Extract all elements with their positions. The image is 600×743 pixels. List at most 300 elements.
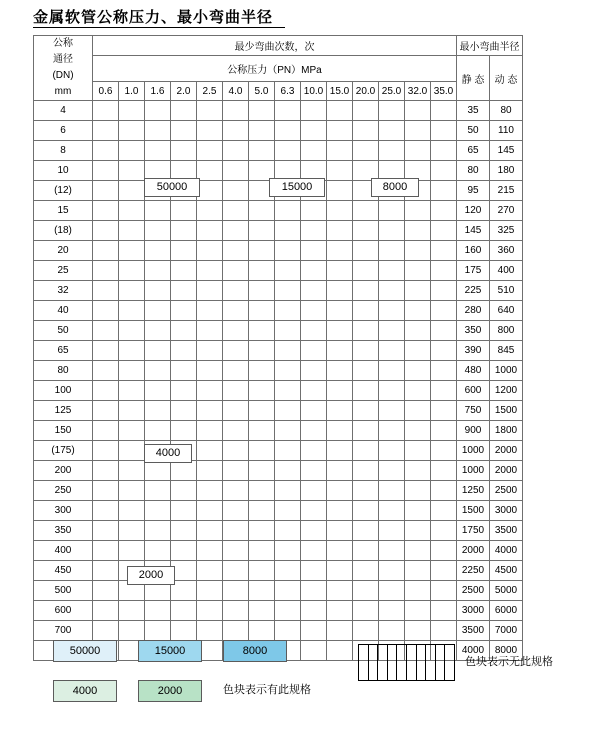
grid-cell [275,481,301,501]
grid-cell [93,161,119,181]
grid-cell [301,481,327,501]
dynamic-radius: 215 [490,181,523,201]
static-radius: 3500 [457,621,490,641]
table-row [34,341,523,361]
static-radius: 390 [457,341,490,361]
grid-cell [301,201,327,221]
grid-cell [145,361,171,381]
grid-cell [353,581,379,601]
grid-cell [197,541,223,561]
grid-cell [405,401,431,421]
grid-cell [405,441,431,461]
grid-cell [119,541,145,561]
grid-cell [145,301,171,321]
grid-cell [327,401,353,421]
grid-cell [223,121,249,141]
grid-cell [197,341,223,361]
grid-cell [379,281,405,301]
grid-cell [327,421,353,441]
dynamic-radius: 1200 [490,381,523,401]
grid-cell [379,481,405,501]
grid-cell [379,121,405,141]
grid-cell [145,121,171,141]
pressure-col-0.6: 0.6 [93,82,119,101]
grid-cell [275,461,301,481]
grid-cell [431,141,457,161]
grid-cell [197,121,223,141]
grid-cell [119,341,145,361]
table-row [34,541,523,561]
grid-cell [379,561,405,581]
grid-cell [353,241,379,261]
grid-cell [223,481,249,501]
dn-value: 350 [34,521,93,541]
grid-cell [171,281,197,301]
legend-swatch-2000: 2000 [138,680,202,702]
static-radius: 80 [457,161,490,181]
title-underline [33,27,285,28]
grid-cell [171,521,197,541]
grid-cell [353,541,379,561]
dn-value: 65 [34,341,93,361]
grid-cell [223,561,249,581]
dynamic-radius: 2000 [490,441,523,461]
dn-value: 4 [34,101,93,121]
grid-cell [197,281,223,301]
static-radius: 225 [457,281,490,301]
grid-cell [197,161,223,181]
grid-cell [353,281,379,301]
grid-cell [327,161,353,181]
grid-cell [197,201,223,221]
pressure-col-32.0: 32.0 [405,82,431,101]
grid-cell [223,361,249,381]
grid-cell [431,481,457,501]
static-radius: 2000 [457,541,490,561]
grid-cell [145,401,171,421]
dynamic-radius: 4500 [490,561,523,581]
grid-cell [249,141,275,161]
grid-cell [301,121,327,141]
dn-value: 500 [34,581,93,601]
grid-cell [301,361,327,381]
grid-cell [405,121,431,141]
grid-cell [119,141,145,161]
grid-cell [119,101,145,121]
grid-cell [275,241,301,261]
dn-value: 150 [34,421,93,441]
grid-cell [145,281,171,301]
grid-cell [93,541,119,561]
static-radius: 1000 [457,461,490,481]
dynamic-radius: 1000 [490,361,523,381]
static-radius: 480 [457,361,490,381]
dn-value: 700 [34,621,93,641]
grid-cell [93,141,119,161]
grid-cell [197,221,223,241]
grid-cell [93,341,119,361]
grid-cell [327,221,353,241]
grid-cell [301,321,327,341]
grid-cell [145,321,171,341]
grid-cell [249,601,275,621]
grid-cell [119,201,145,221]
grid-cell [301,561,327,581]
static-radius: 1500 [457,501,490,521]
grid-cell [379,141,405,161]
grid-cell [379,321,405,341]
grid-cell [431,281,457,301]
grid-cell [431,361,457,381]
grid-cell [405,561,431,581]
grid-cell [171,221,197,241]
grid-cell [431,161,457,181]
grid-cell [223,541,249,561]
grid-cell [301,381,327,401]
table-row [34,461,523,481]
grid-cell [431,401,457,421]
grid-cell [119,321,145,341]
grid-cell [275,201,301,221]
static-radius: 4000 [457,641,490,661]
grid-cell [353,381,379,401]
grid-cell [431,461,457,481]
grid-cell [379,541,405,561]
grid-cell [249,261,275,281]
pressure-header: 公称压力（PN）MPa [93,56,457,82]
grid-cell [405,421,431,441]
grid-cell [327,321,353,341]
grid-cell [275,281,301,301]
grid-cell [353,341,379,361]
grid-cell [353,221,379,241]
grid-cell [275,401,301,421]
pressure-col-6.3: 6.3 [275,82,301,101]
table-row [34,561,523,581]
grid-cell [93,401,119,421]
static-radius: 2500 [457,581,490,601]
grid-cell [301,141,327,161]
dn-value: 25 [34,261,93,281]
grid-cell [301,521,327,541]
grid-value-tag: 8000 [371,178,419,197]
legend-swatch-8000: 8000 [223,640,287,662]
grid-cell [249,221,275,241]
dn-value: 40 [34,301,93,321]
static-radius: 120 [457,201,490,221]
grid-cell [171,121,197,141]
grid-cell [379,601,405,621]
grid-cell [405,101,431,121]
grid-cell [171,241,197,261]
grid-cell [275,561,301,581]
grid-cell [249,301,275,321]
grid-cell [327,481,353,501]
grid-cell [301,241,327,261]
grid-cell [275,581,301,601]
grid-cell [145,141,171,161]
grid-cell [119,601,145,621]
static-radius: 350 [457,321,490,341]
grid-cell [327,541,353,561]
grid-cell [353,321,379,341]
grid-cell [93,361,119,381]
grid-cell [431,441,457,461]
static-radius: 160 [457,241,490,261]
grid-cell [353,521,379,541]
grid-cell [327,501,353,521]
grid-cell [301,301,327,321]
grid-cell [197,141,223,161]
grid-cell [327,461,353,481]
grid-cell [405,601,431,621]
grid-cell [197,401,223,421]
grid-cell [431,581,457,601]
grid-cell [327,261,353,281]
grid-cell [301,541,327,561]
grid-cell [145,421,171,441]
grid-cell [379,261,405,281]
radius-header: 最小弯曲半径 [457,36,523,56]
grid-value-tag: 15000 [269,178,325,197]
static-radius: 280 [457,301,490,321]
grid-cell [405,321,431,341]
grid-cell [93,241,119,261]
grid-cell [405,381,431,401]
grid-cell [353,461,379,481]
dn-value: 80 [34,361,93,381]
grid-cell [379,341,405,361]
dynamic-radius: 8000 [490,641,523,661]
grid-cell [405,541,431,561]
grid-cell [93,181,119,201]
grid-cell [145,101,171,121]
grid-cell [119,161,145,181]
grid-cell [93,221,119,241]
grid-cell [171,361,197,381]
grid-cell [327,301,353,321]
grid-cell [93,281,119,301]
grid-cell [379,401,405,421]
grid-cell [431,421,457,441]
grid-cell [275,381,301,401]
grid-cell [405,501,431,521]
grid-cell [431,301,457,321]
grid-cell [197,461,223,481]
grid-cell [93,481,119,501]
grid-cell [275,321,301,341]
dn-value: 450 [34,561,93,581]
grid-cell [275,221,301,241]
grid-cell [431,561,457,581]
grid-cell [197,261,223,281]
grid-cell [405,481,431,501]
grid-cell [275,361,301,381]
dynamic-radius: 270 [490,201,523,221]
table-row [34,381,523,401]
grid-cell [431,521,457,541]
grid-cell [197,361,223,381]
table-row [34,401,523,421]
dynamic-radius: 845 [490,341,523,361]
dn-value: 300 [34,501,93,521]
grid-cell [223,241,249,261]
grid-cell [93,261,119,281]
grid-cell [249,441,275,461]
grid-cell [353,401,379,421]
grid-cell [197,321,223,341]
grid-cell [145,381,171,401]
table-row [34,601,523,621]
dn-header: 公称 通径 (DN) mm [34,36,93,101]
grid-cell [275,601,301,621]
dn-value: 15 [34,201,93,221]
grid-cell [93,501,119,521]
grid-cell [431,221,457,241]
grid-cell [197,381,223,401]
grid-cell [223,461,249,481]
grid-cell [327,201,353,221]
pressure-col-35.0: 35.0 [431,82,457,101]
grid-cell [119,381,145,401]
dn-value: 200 [34,461,93,481]
grid-cell [223,281,249,301]
grid-cell [275,501,301,521]
pressure-col-2.5: 2.5 [197,82,223,101]
dynamic-radius: 800 [490,321,523,341]
dynamic-radius: 1500 [490,401,523,421]
dynamic-radius: 325 [490,221,523,241]
grid-cell [249,281,275,301]
grid-cell [431,601,457,621]
grid-cell [353,301,379,321]
table-row [34,521,523,541]
grid-cell [145,261,171,281]
dn-value: 20 [34,241,93,261]
dynamic-radius: 3500 [490,521,523,541]
static-radius: 1750 [457,521,490,541]
grid-cell [301,101,327,121]
grid-cell [249,481,275,501]
grid-cell [171,201,197,221]
grid-cell [327,561,353,581]
grid-cell [197,421,223,441]
grid-cell [93,101,119,121]
grid-cell [171,141,197,161]
static-radius: 35 [457,101,490,121]
static-radius: 1250 [457,481,490,501]
grid-cell [223,501,249,521]
grid-cell [275,541,301,561]
table-row [34,441,523,461]
dynamic-radius: 7000 [490,621,523,641]
grid-value-tag: 2000 [127,566,175,585]
grid-cell [353,561,379,581]
grid-cell [171,501,197,521]
grid-cell [119,421,145,441]
page-title: 金属软管公称压力、最小弯曲半径 [33,10,274,26]
grid-cell [119,221,145,241]
grid-cell [249,321,275,341]
grid-cell [301,421,327,441]
grid-cell [145,461,171,481]
grid-cell [223,221,249,241]
radius-col-static: 静 态 [457,56,490,101]
grid-cell [431,241,457,261]
pressure-col-5.0: 5.0 [249,82,275,101]
grid-cell [327,601,353,621]
grid-cell [119,521,145,541]
table-row [34,421,523,441]
grid-cell [275,521,301,541]
grid-cell [431,201,457,221]
grid-cell [405,361,431,381]
grid-cell [171,381,197,401]
grid-cell [379,581,405,601]
grid-cell [431,181,457,201]
grid-cell [275,421,301,441]
grid-cell [379,201,405,221]
grid-cell [119,261,145,281]
grid-cell [171,461,197,481]
grid-cell [353,361,379,381]
dynamic-radius: 3000 [490,501,523,521]
static-radius: 600 [457,381,490,401]
table-row [34,581,523,601]
table-row [34,221,523,241]
table-row [34,201,523,221]
grid-cell [223,161,249,181]
grid-cell [275,141,301,161]
grid-cell [119,241,145,261]
bend-times-header: 最少弯曲次数，次 [93,36,457,56]
grid-cell [223,381,249,401]
grid-cell [223,521,249,541]
dn-value: 600 [34,601,93,621]
grid-cell [145,221,171,241]
dn-value: 10 [34,161,93,181]
grid-cell [405,221,431,241]
grid-cell [431,121,457,141]
pressure-col-25.0: 25.0 [379,82,405,101]
grid-cell [405,301,431,321]
grid-cell [145,501,171,521]
grid-cell [249,501,275,521]
grid-cell [249,541,275,561]
grid-cell [249,121,275,141]
grid-cell [353,481,379,501]
grid-cell [249,421,275,441]
grid-cell [249,381,275,401]
grid-cell [119,481,145,501]
static-radius: 900 [457,421,490,441]
grid-cell [223,341,249,361]
grid-cell [327,341,353,361]
grid-cell [197,601,223,621]
grid-cell [327,101,353,121]
grid-cell [327,521,353,541]
grid-cell [405,581,431,601]
grid-cell [301,261,327,281]
grid-cell [249,241,275,261]
grid-cell [301,401,327,421]
table-row [34,101,523,121]
grid-cell [379,441,405,461]
grid-cell [93,301,119,321]
grid-cell [171,421,197,441]
grid-cell [353,121,379,141]
grid-cell [301,581,327,601]
